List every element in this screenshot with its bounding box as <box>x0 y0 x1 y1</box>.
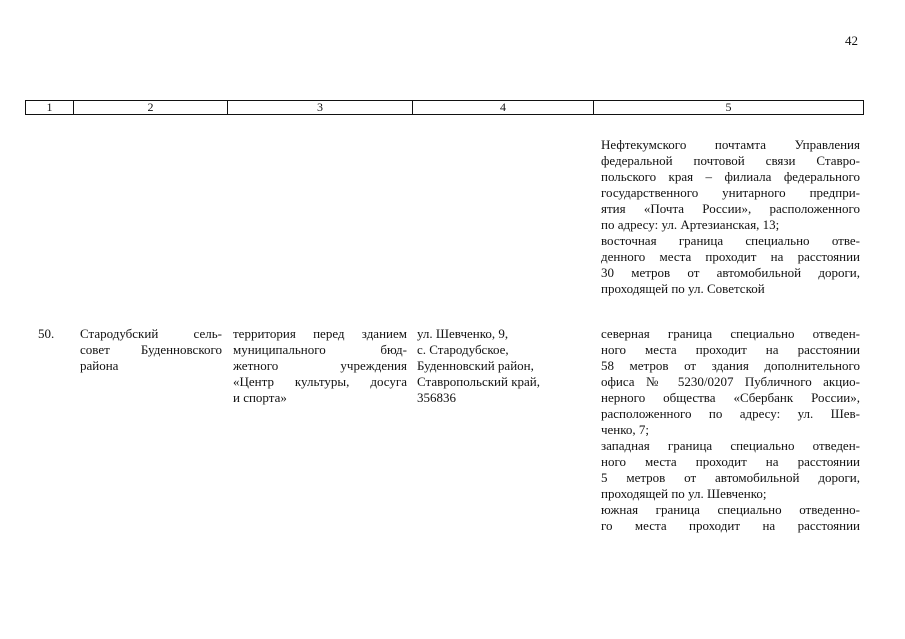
text-line: федеральной почтовой связи Ставро- <box>601 153 860 168</box>
text-line: 5 метров от автомобильной дороги, <box>601 470 860 485</box>
text-line: государственного унитарного предпри- <box>601 185 860 200</box>
row-col-4-address <box>417 326 577 406</box>
header-col-3: 3 <box>228 101 413 115</box>
row-col-5-boundaries <box>601 326 860 534</box>
text-line: района <box>80 358 119 373</box>
text-line: Буденновский район, <box>417 358 534 373</box>
text-line: жетного учреждения <box>233 358 407 373</box>
header-col-1: 1 <box>26 101 74 115</box>
text-line: совет Буденновского <box>80 342 222 357</box>
text-line: территория перед зданием <box>233 326 407 341</box>
text-line: муниципального бюд- <box>233 342 407 357</box>
text-line: нерного общества «Сбербанк России», <box>601 390 860 405</box>
row-number: 50. <box>38 326 55 341</box>
text-line: ного места проходит на расстоянии <box>601 454 860 469</box>
text-line: польского края – филиала федерального <box>601 169 860 184</box>
table-header-row <box>26 101 864 115</box>
text-line: ул. Шевченко, 9, <box>417 326 509 341</box>
text-line: с. Стародубское, <box>417 342 509 357</box>
header-col-4: 4 <box>413 101 594 115</box>
table-header <box>25 100 864 115</box>
text-line: проходящей по ул. Советской <box>601 281 765 296</box>
row-col-3-territory <box>233 326 407 406</box>
continued-cell-col-5 <box>601 137 860 297</box>
text-line: «Центр культуры, досуга <box>233 374 407 389</box>
text-line: северная граница специально отведен- <box>601 326 860 341</box>
text-line: южная граница специально отведенно- <box>601 502 860 517</box>
header-col-5: 5 <box>594 101 864 115</box>
text-line: Стародубский сель- <box>80 326 222 341</box>
text-line: офиса № 5230/0207 Публичного акцио- <box>601 374 860 389</box>
header-col-2: 2 <box>74 101 228 115</box>
text-line: проходящей по ул. Шевченко; <box>601 486 767 501</box>
text-line: Нефтекумского почтамта Управления <box>601 137 860 152</box>
text-line: по адресу: ул. Артезианская, 13; <box>601 217 780 232</box>
text-line: го места проходит на расстоянии <box>601 518 860 533</box>
text-line: 356836 <box>417 390 456 405</box>
text-line: и спорта» <box>233 390 287 405</box>
row-col-2-settlement <box>80 326 222 374</box>
text-line: Ставропольский край, <box>417 374 540 389</box>
page-number: 42 <box>845 33 858 48</box>
text-line: восточная граница специально отве- <box>601 233 860 248</box>
text-line: 30 метров от автомобильной дороги, <box>601 265 860 280</box>
text-line: ченко, 7; <box>601 422 650 437</box>
text-line: ного места проходит на расстоянии <box>601 342 860 357</box>
text-line: 58 метров от здания дополнительного <box>601 358 860 373</box>
text-line: расположенного по адресу: ул. Шев- <box>601 406 860 421</box>
text-line: западная граница специально отведен- <box>601 438 860 453</box>
text-line: денного места проходит на расстоянии <box>601 249 860 264</box>
text-line: ятия «Почта России», расположенного <box>601 201 860 216</box>
